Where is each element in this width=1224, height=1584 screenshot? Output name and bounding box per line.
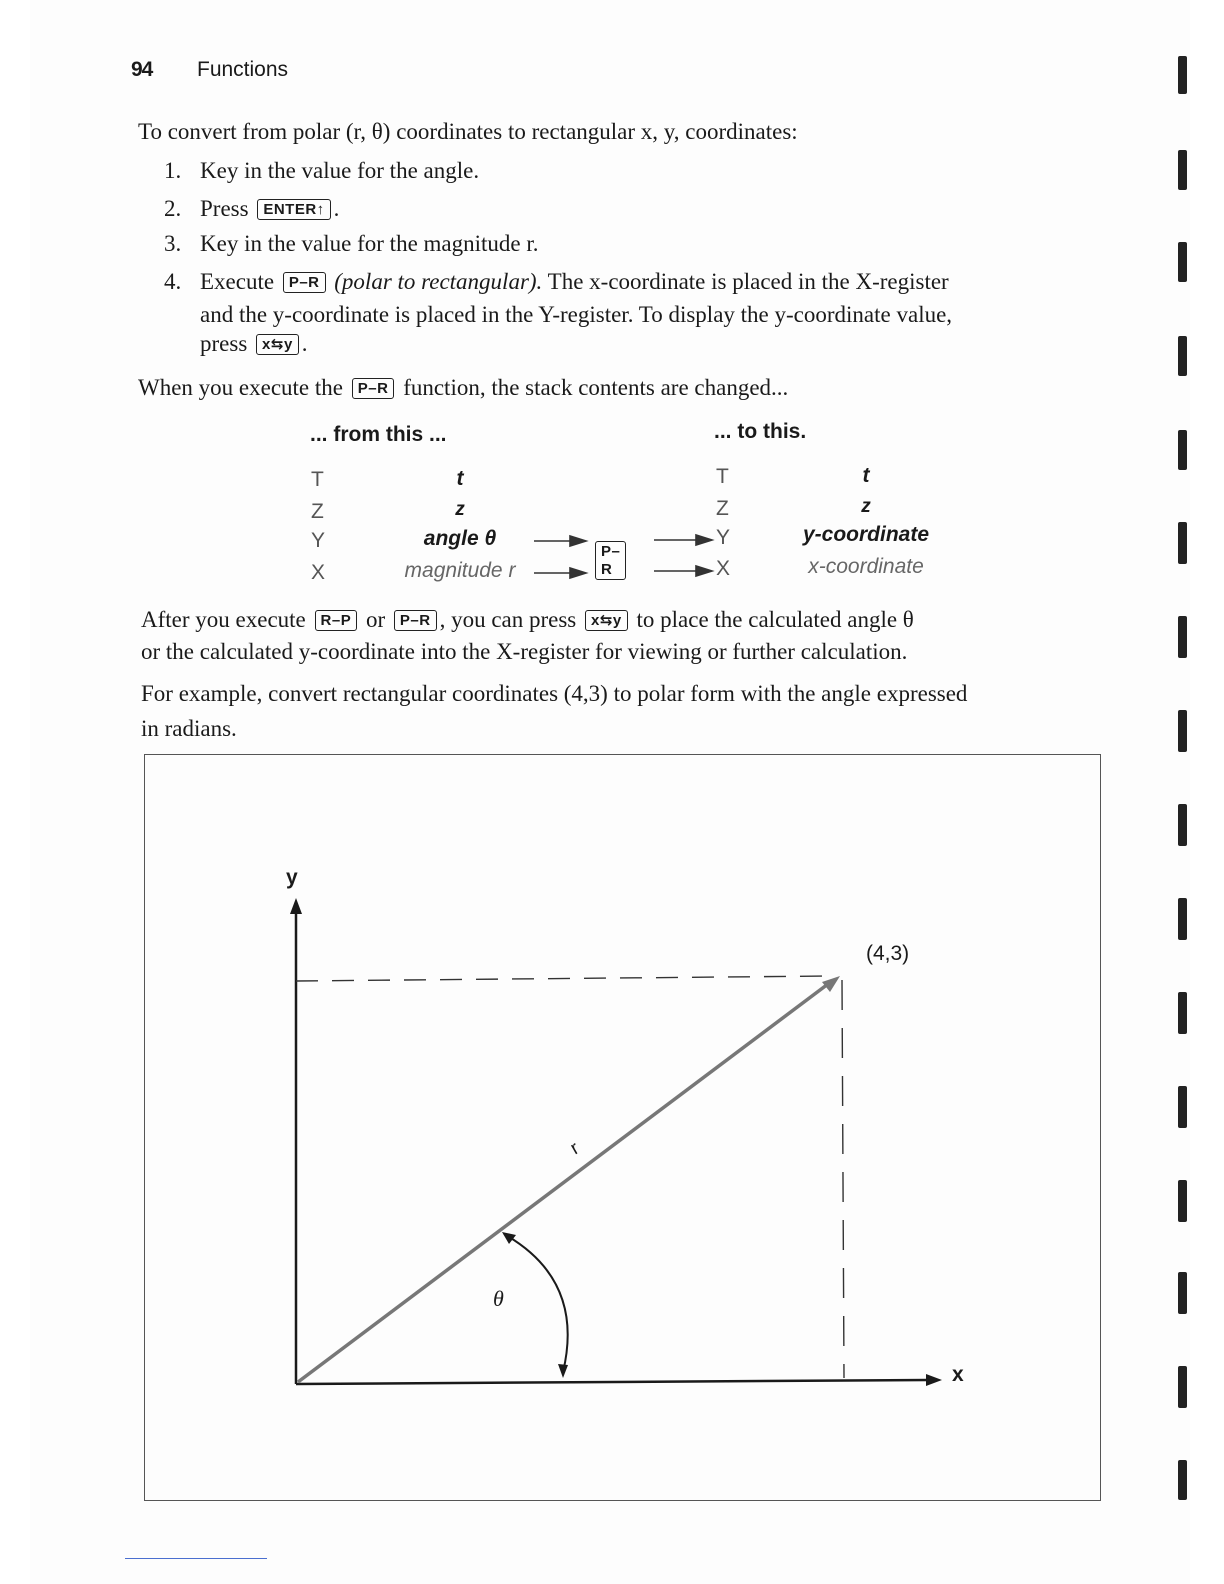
r-p-key: R–P bbox=[315, 610, 358, 631]
theta-arc bbox=[504, 1234, 568, 1372]
binding-hole bbox=[1178, 898, 1187, 940]
from-t-value: t bbox=[456, 467, 464, 490]
binding-hole bbox=[1178, 150, 1187, 190]
x-axis bbox=[296, 1380, 928, 1384]
x-axis-arrowhead bbox=[926, 1374, 942, 1386]
to-x-value: x-coordinate bbox=[808, 555, 924, 578]
dashed-y-projection bbox=[296, 976, 832, 981]
to-heading: ... to this. bbox=[714, 420, 807, 443]
register-x: X bbox=[311, 561, 326, 584]
step-number: 2. bbox=[164, 196, 182, 221]
register-y: Y bbox=[716, 526, 731, 549]
binding-hole bbox=[1178, 522, 1187, 564]
from-z-value: z bbox=[455, 499, 465, 520]
y-axis-arrowhead bbox=[290, 898, 302, 914]
binding-hole bbox=[1178, 1180, 1187, 1222]
binding-hole bbox=[1178, 1272, 1187, 1314]
from-heading: ... from this ... bbox=[310, 423, 447, 446]
from-y-value: angle θ bbox=[423, 527, 497, 550]
binding-hole bbox=[1178, 56, 1187, 94]
step-4-line-2: and the y-coordinate is placed in the Y-register. To display the y-coordinate value, bbox=[200, 302, 953, 327]
p-r-key: P–R bbox=[394, 610, 437, 631]
register-t: T bbox=[311, 468, 324, 491]
r-vector bbox=[298, 984, 828, 1382]
enter-key: ENTER↑ bbox=[257, 199, 330, 220]
p-r-key: P–R bbox=[595, 541, 626, 580]
step-number: 3. bbox=[164, 231, 182, 256]
y-axis-label: y bbox=[286, 866, 298, 889]
binding-hole bbox=[1178, 430, 1187, 470]
to-z-value: z bbox=[861, 496, 871, 517]
example-line-1: For example, convert rectangular coordinates (4,3) to polar form with the angle expressed bbox=[141, 681, 968, 706]
when-paragraph: When you execute the P–R function, the stack contents are changed... bbox=[138, 375, 789, 400]
r-label: r bbox=[566, 1137, 583, 1160]
x-swap-y-key: x⇆y bbox=[585, 610, 628, 631]
intro-paragraph: To convert from polar (r, θ) coordinates to rectangular x, y, coordinates: bbox=[138, 119, 798, 144]
x-axis-label: x bbox=[952, 1363, 964, 1386]
binding-hole bbox=[1178, 1460, 1187, 1500]
to-t-value: t bbox=[862, 464, 870, 487]
point-label: (4,3) bbox=[866, 942, 910, 965]
theta-arc-arrowhead-bottom bbox=[558, 1364, 568, 1378]
italic-phrase: (polar to rectangular). bbox=[334, 269, 543, 294]
binding-hole bbox=[1178, 1086, 1187, 1128]
register-z: Z bbox=[311, 500, 324, 523]
register-y: Y bbox=[311, 529, 326, 552]
x-swap-y-key: x⇆y bbox=[256, 334, 299, 355]
step-4: 4. Execute P–R (polar to rectangular). The x-coordinate is placed in the X-register bbox=[164, 266, 949, 298]
section-title: Functions bbox=[197, 58, 289, 81]
after-paragraph-line-2: or the calculated y-coordinate into the X-register for viewing or further calculation. bbox=[141, 639, 908, 664]
p-r-key: P–R bbox=[283, 272, 326, 293]
register-z: Z bbox=[716, 497, 729, 520]
register-x: X bbox=[716, 557, 731, 580]
step-2: 2. Press ENTER↑ . bbox=[164, 193, 339, 225]
register-t: T bbox=[716, 465, 729, 488]
step-text: Key in the value for the angle. bbox=[200, 158, 480, 183]
step-text: Key in the value for the magnitude r. bbox=[200, 231, 539, 256]
binding-hole bbox=[1178, 804, 1187, 846]
p-r-key: P–R bbox=[352, 378, 395, 399]
binding-hole bbox=[1178, 616, 1187, 658]
binding-hole bbox=[1178, 242, 1187, 282]
binding-hole bbox=[1178, 710, 1187, 752]
theta-arc-arrowhead-top bbox=[502, 1232, 516, 1244]
binding-hole bbox=[1178, 336, 1187, 376]
after-paragraph-line-1: After you execute R–P or P–R , you can press x⇆y to place the calculated angle θ bbox=[141, 607, 914, 632]
step-number: 4. bbox=[164, 269, 182, 294]
from-x-value: magnitude r bbox=[404, 559, 516, 582]
step-4-line-3: press x⇆y . bbox=[200, 331, 308, 356]
binding-hole bbox=[1178, 1366, 1187, 1408]
example-line-2: in radians. bbox=[141, 716, 237, 741]
step-number: 1. bbox=[164, 158, 182, 183]
binding-hole bbox=[1178, 992, 1187, 1034]
dashed-x-projection bbox=[842, 980, 844, 1378]
r-vector-arrowhead bbox=[822, 976, 840, 992]
footnote-rule bbox=[125, 1558, 267, 1559]
theta-label: θ bbox=[493, 1286, 504, 1311]
to-y-value: y-coordinate bbox=[802, 523, 930, 546]
page-number: 94 bbox=[131, 58, 153, 81]
step-text: Press bbox=[200, 196, 249, 221]
